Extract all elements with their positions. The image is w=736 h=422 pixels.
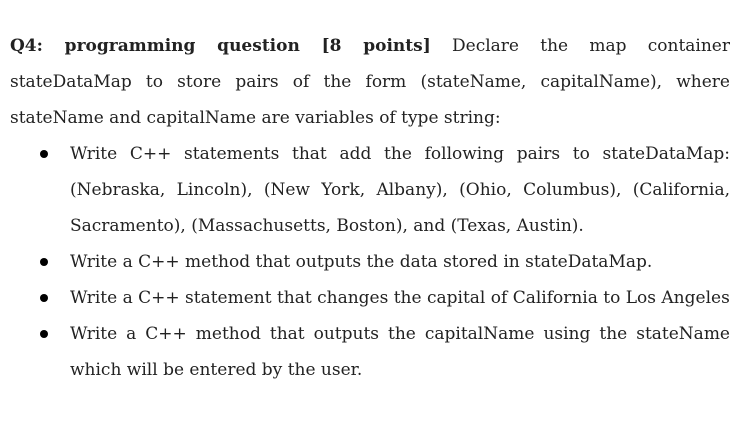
bullet-icon xyxy=(40,294,48,302)
task-text: Write C++ statements that add the following pairs to stateDataMap: (Nebraska, Lincoln), (New York, Albany), (Ohio, Columbus), (California, Sacramento), (Massachusetts, Boston), and (Texas, Austin). xyxy=(70,144,730,236)
task-text: Write a C++ statement that changes the capital of California to Los Angeles xyxy=(70,288,730,308)
task-item xyxy=(0,316,736,388)
bullet-icon xyxy=(40,150,48,158)
question-intro: Declare the map container stateDataMap to store pairs of the form (stateName, capitalName), where stateName and capitalName are variables of type string: xyxy=(10,36,730,128)
task-item xyxy=(0,136,736,244)
bullet-icon xyxy=(40,330,48,338)
task-text: Write a C++ method that outputs the data stored in stateDataMap. xyxy=(70,252,653,272)
bullet-icon xyxy=(40,258,48,266)
question-paragraph xyxy=(10,28,730,136)
task-list xyxy=(0,136,736,388)
task-item xyxy=(0,244,736,280)
question-heading: Q4: programming question [8 points] xyxy=(10,36,431,56)
task-item xyxy=(0,280,736,316)
task-text: Write a C++ method that outputs the capitalName using the stateName which will be entered by the user. xyxy=(70,324,730,380)
